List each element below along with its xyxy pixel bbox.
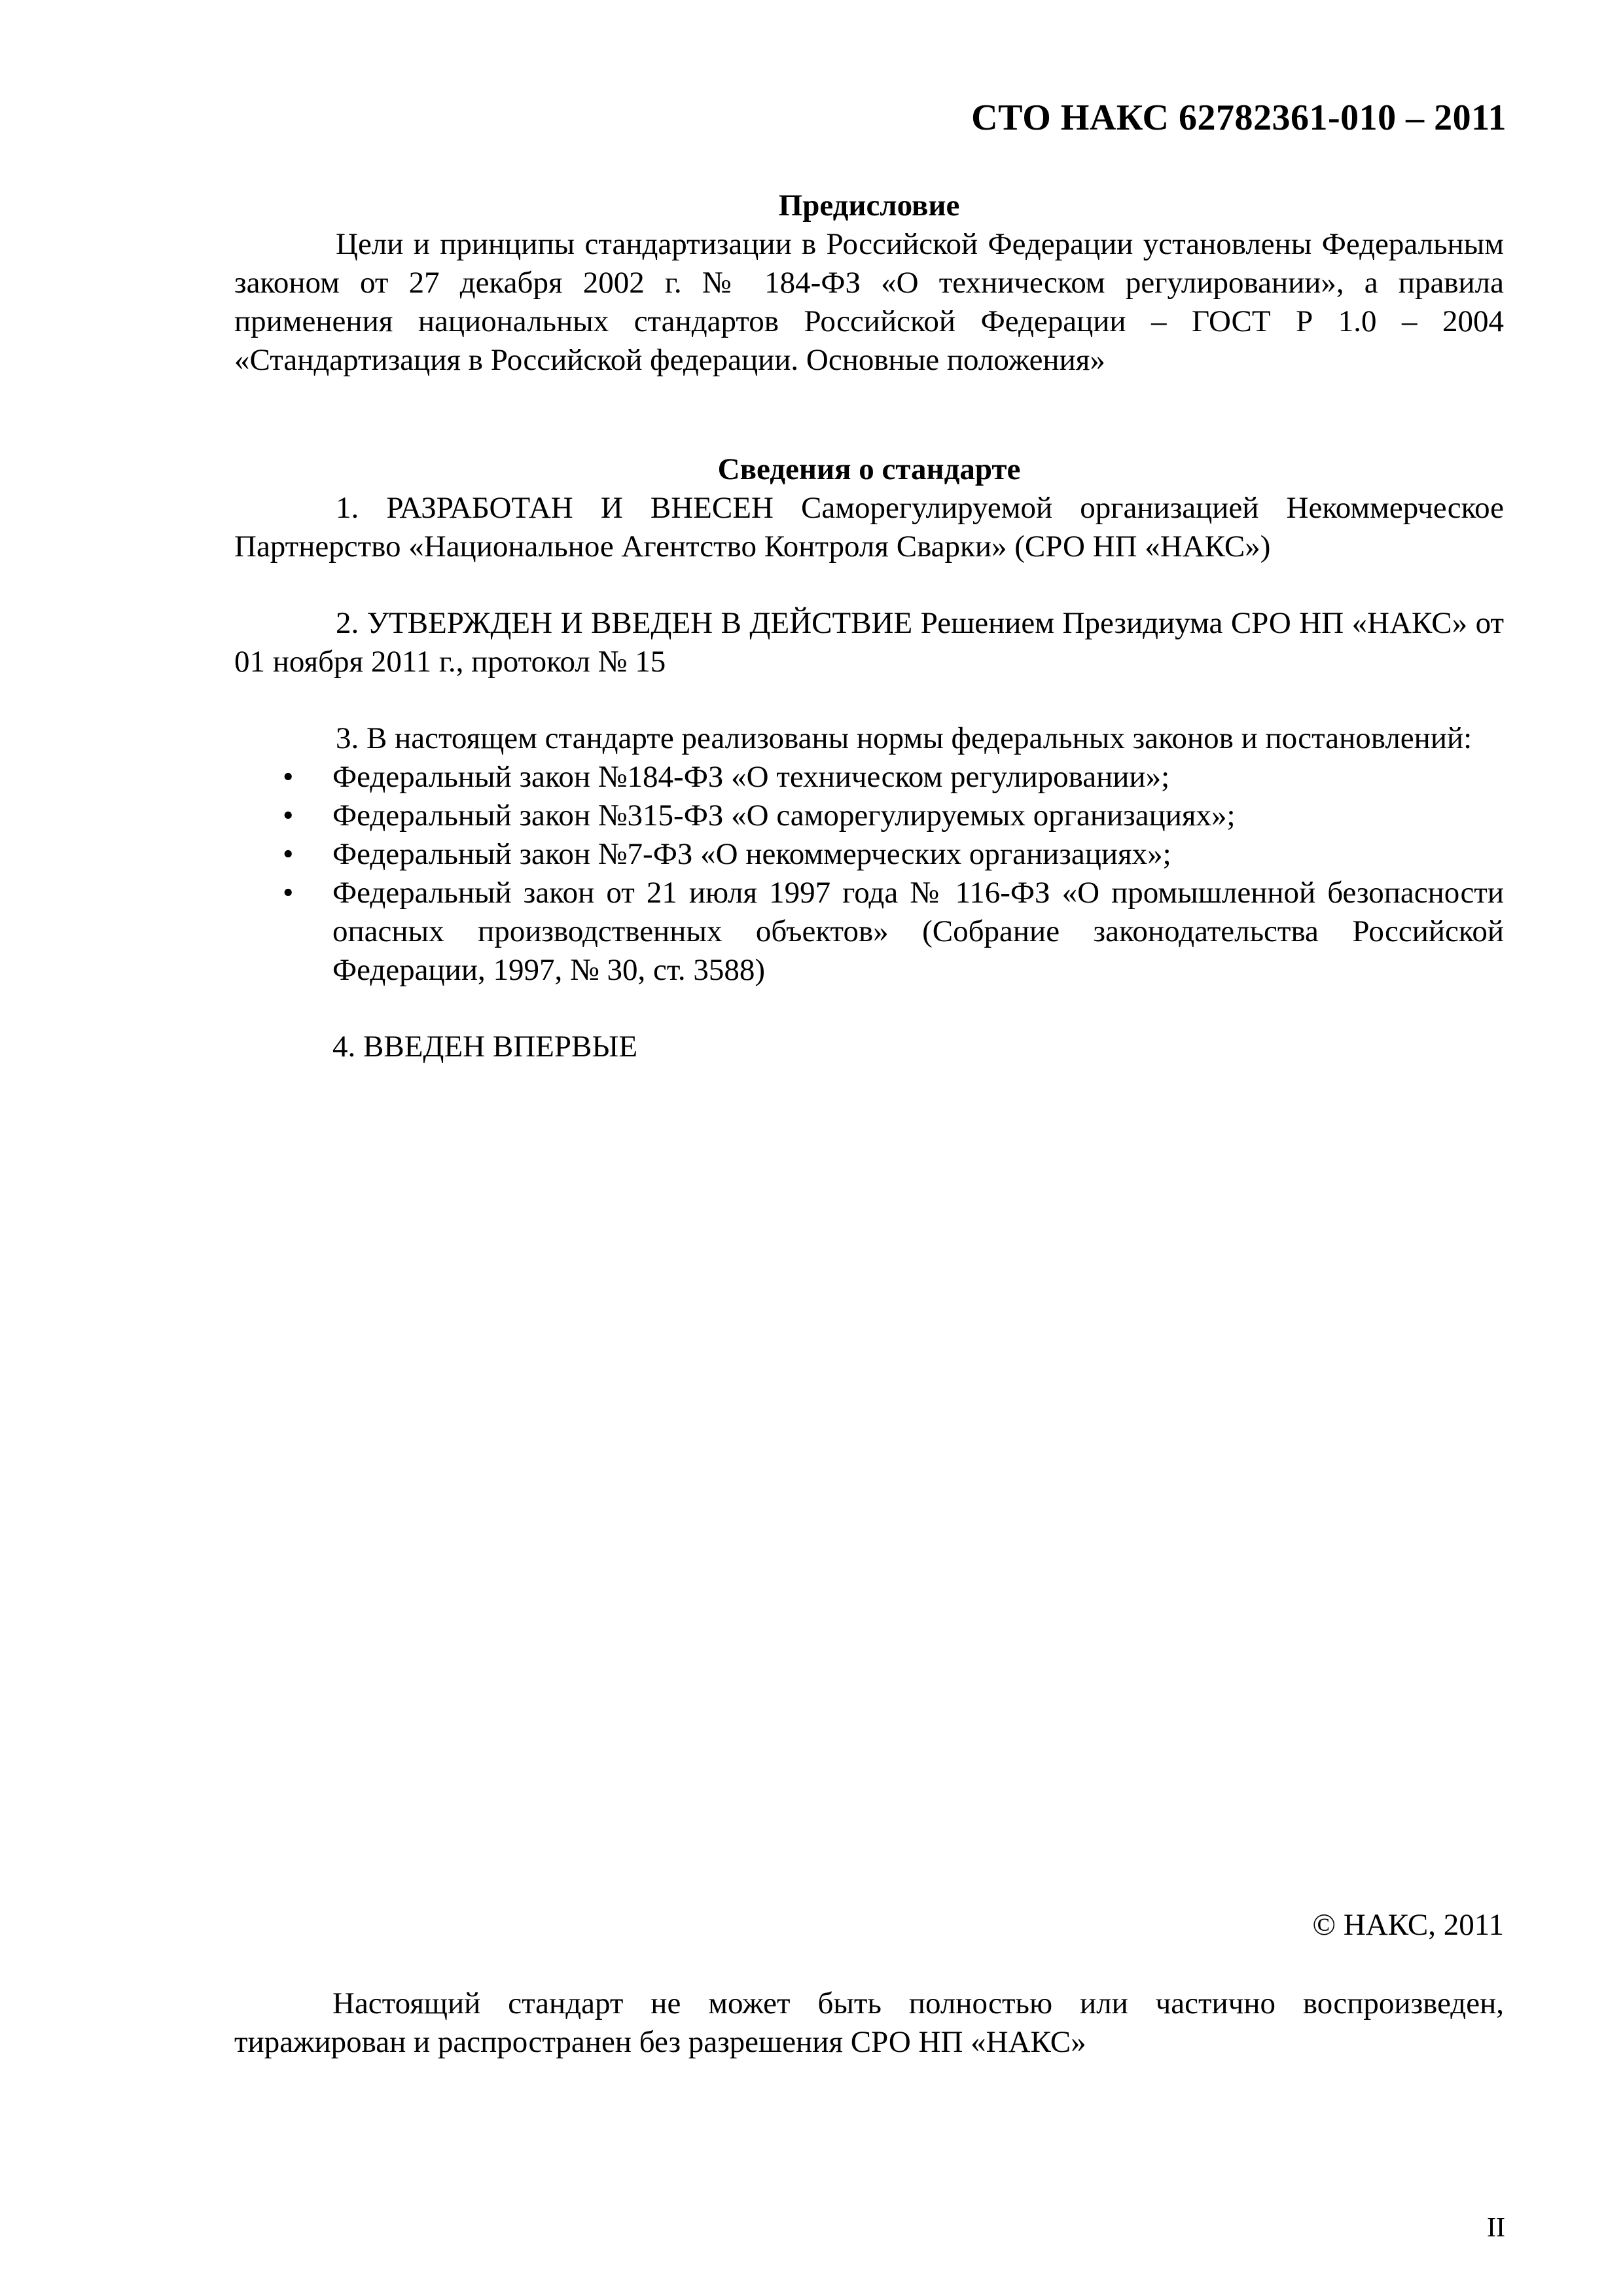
law-text: Федеральный закон от 21 июля 1997 года № 116-ФЗ «О промышленной безопасности опасных производственных объектов» (Собрание законодательства Российской Федерации, 1997, № 30, ст. 3588) — [332, 876, 1504, 987]
list-item — [234, 874, 1504, 990]
standard-info-item-4: 4. ВВЕДЕН ВПЕРВЫЕ — [332, 1030, 638, 1064]
spacer — [234, 380, 1504, 450]
list-item — [234, 797, 1504, 835]
bullet-icon: • — [283, 876, 294, 910]
spacer — [234, 990, 1504, 1028]
reproduction-notice: Настоящий стандарт не может быть полностью или частично воспроизведен, тиражирован и распространен без разрешения СРО НП «НАКС» — [234, 1986, 1504, 2059]
law-text: Федеральный закон №184-ФЗ «О техническом регулировании»; — [332, 760, 1170, 794]
standard-info-item-2: 2. УТВЕРЖДЕН И ВВЕДЕН В ДЕЙСТВИЕ Решением Президиума СРО НП «НАКС» от 01 ноября 2011 г., протокол № 15 — [234, 606, 1504, 679]
page-number: II — [1487, 2213, 1505, 2243]
spacer — [234, 566, 1504, 604]
bullet-icon: • — [283, 798, 294, 833]
law-text: Федеральный закон №315-ФЗ «О саморегулируемых организациях»; — [332, 798, 1236, 833]
list-item — [234, 835, 1504, 874]
standard-info-item-1: 1. РАЗРАБОТАН И ВНЕСЕН Саморегулируемой организацией Некоммерческое Партнерство «Национальное Агентство Контроля Сварки» (СРО НП «НАКС») — [234, 491, 1504, 564]
laws-list — [234, 758, 1504, 990]
copyright: © НАКС, 2011 — [1312, 1908, 1504, 1942]
standard-info-item-3: 3. В настоящем стандарте реализованы нормы федеральных законов и постановлений: — [336, 721, 1472, 755]
bullet-icon: • — [283, 760, 294, 794]
main-content — [234, 187, 1504, 1066]
document-code: СТО НАКС 62782361-010 – 2011 — [971, 98, 1507, 138]
law-text: Федеральный закон №7-ФЗ «О некоммерческих организациях»; — [332, 837, 1171, 871]
spacer — [234, 681, 1504, 719]
foreword-text: Цели и принципы стандартизации в Российской Федерации установлены Федеральным законом от 27 декабря 2002 г. № 184-ФЗ «О техническом регулировании», а правила применения национальных стандартов Российской Федерации – ГОСТ Р 1.0 – 2004 «Стандартизация в Российской федерации. Основные положения» — [234, 227, 1504, 377]
standard-info-title: Сведения о стандарте — [717, 452, 1021, 486]
list-item — [234, 758, 1504, 797]
foreword-title: Предисловие — [778, 188, 960, 223]
bullet-icon: • — [283, 837, 294, 871]
